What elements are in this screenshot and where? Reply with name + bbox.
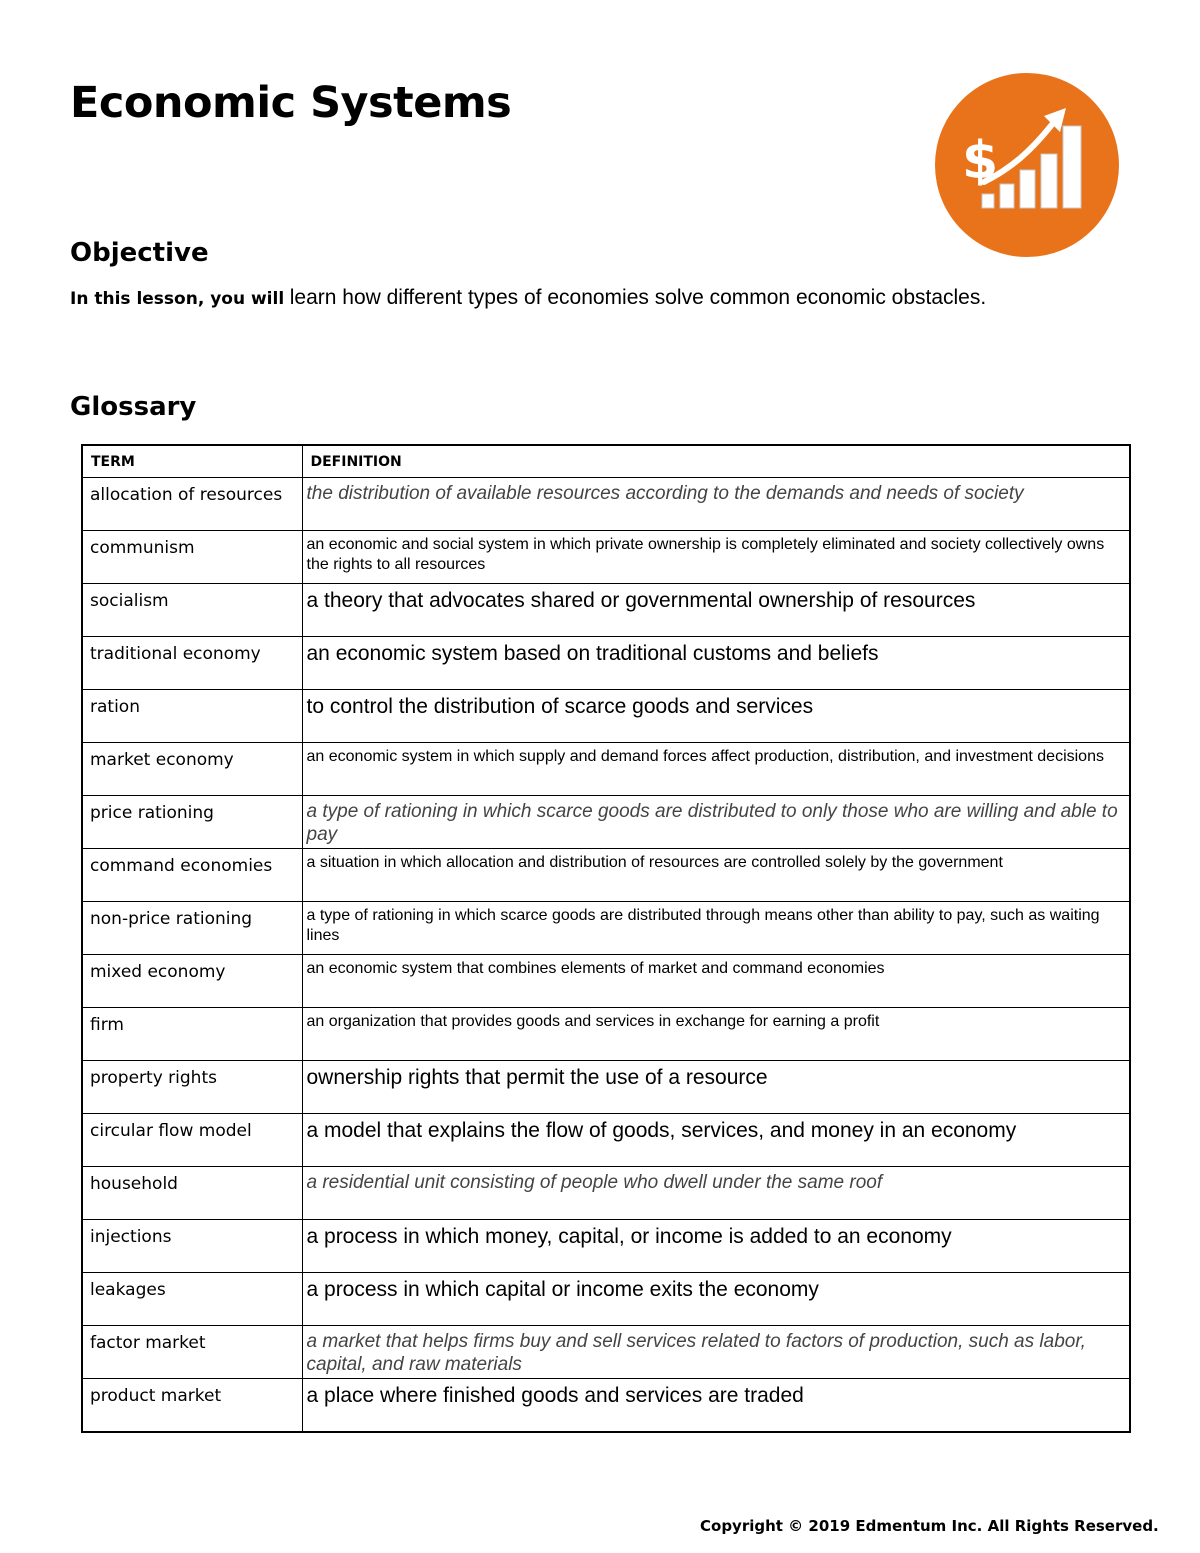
definition-cell: an economic system based on traditional customs and beliefs [302, 637, 1130, 690]
table-row [82, 796, 1130, 849]
definition-cell: an economic and social system in which private ownership is completely eliminated and society collectively owns the rights to all resources [302, 531, 1130, 584]
definition-cell: a type of rationing in which scarce goods are distributed through means other than ability to pay, such as waiting lines [302, 902, 1130, 955]
term-cell: product market [82, 1379, 302, 1433]
definition-cell: an organization that provides goods and services in exchange for earning a profit [302, 1008, 1130, 1061]
glossary-header-row [82, 445, 1130, 478]
glossary-heading: Glossary [70, 392, 197, 422]
definition-cell: a process in which money, capital, or income is added to an economy [302, 1220, 1130, 1273]
definition-cell: a type of rationing in which scarce goods are distributed to only those who are willing and able to pay [302, 796, 1130, 849]
table-row [82, 1167, 1130, 1220]
term-cell: traditional economy [82, 637, 302, 690]
table-row [82, 584, 1130, 637]
table-row [82, 531, 1130, 584]
table-row [82, 1008, 1130, 1061]
term-column-header: TERM [82, 445, 302, 478]
term-cell: factor market [82, 1326, 302, 1379]
definition-cell: a residential unit consisting of people who dwell under the same roof [302, 1167, 1130, 1220]
copyright-notice: Copyright © 2019 Edmentum Inc. All Rights Reserved. [700, 1517, 1159, 1535]
table-row [82, 1273, 1130, 1326]
definition-cell: to control the distribution of scarce goods and services [302, 690, 1130, 743]
table-row [82, 1114, 1130, 1167]
term-cell: circular flow model [82, 1114, 302, 1167]
table-row [82, 902, 1130, 955]
table-row [82, 637, 1130, 690]
term-cell: communism [82, 531, 302, 584]
table-row [82, 955, 1130, 1008]
table-row [82, 690, 1130, 743]
term-cell: ration [82, 690, 302, 743]
term-cell: household [82, 1167, 302, 1220]
definition-cell: a situation in which allocation and distribution of resources are controlled solely by the government [302, 849, 1130, 902]
objective-text [70, 286, 986, 310]
term-cell: non-price rationing [82, 902, 302, 955]
term-cell: socialism [82, 584, 302, 637]
term-cell: mixed economy [82, 955, 302, 1008]
definition-cell: an economic system in which supply and demand forces affect production, distribution, and investment decisions [302, 743, 1130, 796]
definition-cell: a market that helps firms buy and sell services related to factors of production, such as labor, capital, and raw materials [302, 1326, 1130, 1379]
definition-column-header: DEFINITION [302, 445, 1130, 478]
term-cell: market economy [82, 743, 302, 796]
glossary-table [81, 444, 1131, 1433]
objective-lead: In this lesson, you will [70, 289, 285, 309]
dollar-growth-chart-icon [932, 70, 1122, 260]
table-row [82, 1220, 1130, 1273]
page-title: Economic Systems [70, 78, 512, 128]
term-cell: allocation of resources [82, 478, 302, 531]
objective-heading: Objective [70, 238, 209, 268]
table-row [82, 1379, 1130, 1433]
table-row [82, 849, 1130, 902]
definition-cell: ownership rights that permit the use of a resource [302, 1061, 1130, 1114]
term-cell: price rationing [82, 796, 302, 849]
definition-cell: a process in which capital or income exits the economy [302, 1273, 1130, 1326]
definition-cell: the distribution of available resources according to the demands and needs of society [302, 478, 1130, 531]
definition-cell: a theory that advocates shared or governmental ownership of resources [302, 584, 1130, 637]
term-cell: command economies [82, 849, 302, 902]
term-cell: firm [82, 1008, 302, 1061]
table-row [82, 1061, 1130, 1114]
term-cell: leakages [82, 1273, 302, 1326]
definition-cell: a model that explains the flow of goods, services, and money in an economy [302, 1114, 1130, 1167]
term-cell: property rights [82, 1061, 302, 1114]
objective-body: learn how different types of economies solve common economic obstacles. [289, 286, 987, 309]
logo-dollar-sign: $ [962, 131, 999, 191]
table-row [82, 743, 1130, 796]
term-cell: injections [82, 1220, 302, 1273]
table-row [82, 1326, 1130, 1379]
table-row [82, 478, 1130, 531]
definition-cell: a place where finished goods and services are traded [302, 1379, 1130, 1433]
definition-cell: an economic system that combines elements of market and command economies [302, 955, 1130, 1008]
